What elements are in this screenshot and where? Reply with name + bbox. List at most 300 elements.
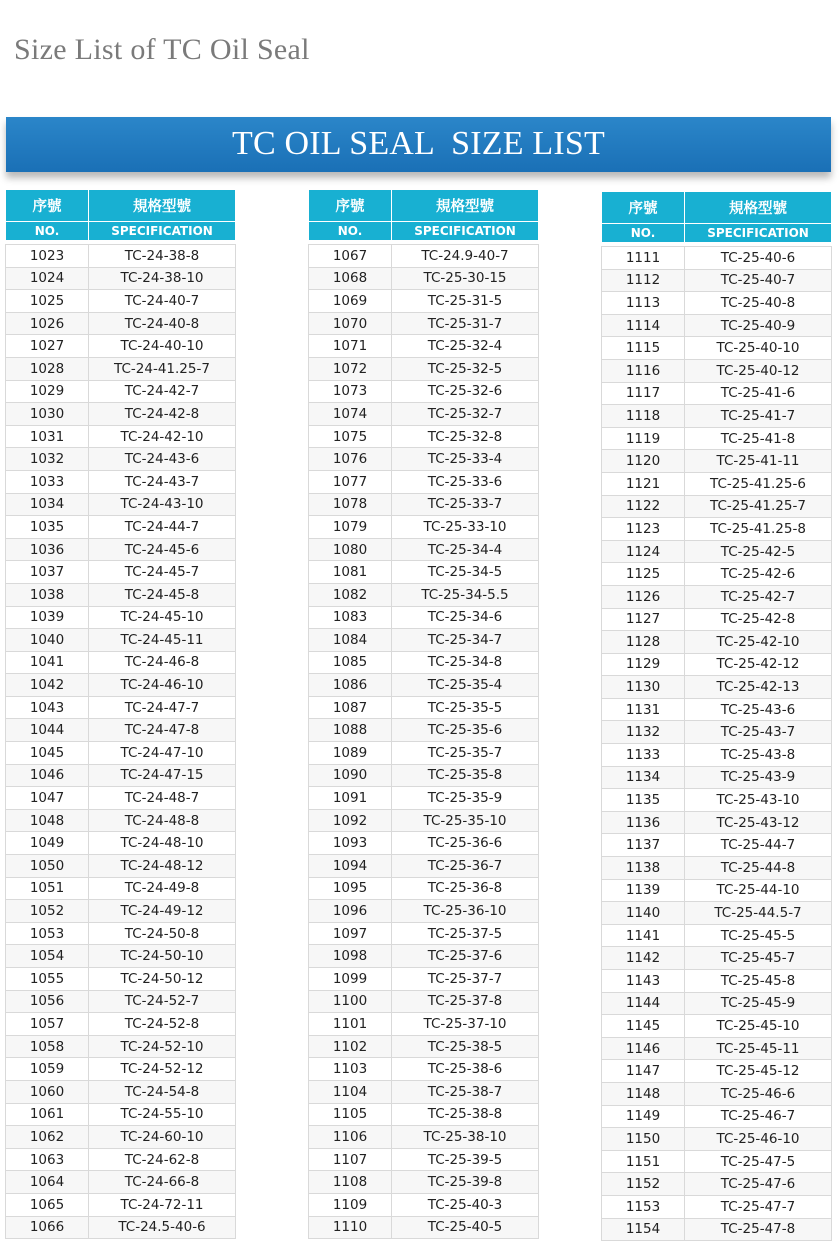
row-specification: TC-25-44.5-7 <box>685 902 832 925</box>
row-number: 1078 <box>309 493 392 516</box>
row-number: 1131 <box>602 698 685 721</box>
row-number: 1053 <box>6 922 89 945</box>
header-no-en: NO. <box>6 222 89 241</box>
table-row <box>602 427 832 450</box>
table-row <box>6 990 236 1013</box>
table-row <box>602 721 832 744</box>
table-row <box>6 696 236 719</box>
row-specification: TC-25-45-12 <box>685 1060 832 1083</box>
table-row <box>6 267 236 290</box>
row-specification: TC-25-42-8 <box>685 608 832 631</box>
table-row <box>6 629 236 652</box>
row-number: 1035 <box>6 516 89 539</box>
row-specification: TC-25-44-7 <box>685 834 832 857</box>
row-number: 1041 <box>6 651 89 674</box>
row-number: 1120 <box>602 450 685 473</box>
row-number: 1054 <box>6 945 89 968</box>
table-row <box>602 382 832 405</box>
row-number: 1151 <box>602 1150 685 1173</box>
table-body <box>602 247 832 1241</box>
row-specification: TC-25-39-5 <box>392 1148 539 1171</box>
row-specification: TC-24-50-8 <box>89 922 236 945</box>
row-number: 1094 <box>309 855 392 878</box>
size-table-1 <box>5 189 236 1239</box>
table-row <box>602 1105 832 1128</box>
row-number: 1095 <box>309 877 392 900</box>
row-number: 1102 <box>309 1035 392 1058</box>
row-number: 1107 <box>309 1148 392 1171</box>
row-number: 1072 <box>309 357 392 380</box>
row-specification: TC-25-31-7 <box>392 312 539 335</box>
table-row <box>6 1013 236 1036</box>
table-row <box>6 1126 236 1149</box>
row-number: 1105 <box>309 1103 392 1126</box>
row-specification: TC-25-47-6 <box>685 1173 832 1196</box>
table-row <box>6 448 236 471</box>
row-number: 1129 <box>602 653 685 676</box>
row-specification: TC-25-34-8 <box>392 651 539 674</box>
row-specification: TC-24-47-8 <box>89 719 236 742</box>
row-number: 1073 <box>309 380 392 403</box>
row-number: 1141 <box>602 924 685 947</box>
header-no-en: NO. <box>602 224 685 243</box>
table-row <box>6 1080 236 1103</box>
row-specification: TC-24-47-10 <box>89 742 236 765</box>
row-specification: TC-25-43-8 <box>685 744 832 767</box>
row-number: 1061 <box>6 1103 89 1126</box>
row-specification: TC-25-38-5 <box>392 1035 539 1058</box>
table-body <box>309 245 539 1239</box>
row-number: 1059 <box>6 1058 89 1081</box>
row-specification: TC-25-43-7 <box>685 721 832 744</box>
table-row <box>309 945 539 968</box>
row-number: 1091 <box>309 787 392 810</box>
row-specification: TC-25-46-7 <box>685 1105 832 1128</box>
row-number: 1057 <box>6 1013 89 1036</box>
table-row <box>309 968 539 991</box>
table-row <box>6 922 236 945</box>
row-specification: TC-25-36-7 <box>392 855 539 878</box>
table-row <box>602 1082 832 1105</box>
row-specification: TC-25-33-7 <box>392 493 539 516</box>
row-number: 1027 <box>6 335 89 358</box>
row-number: 1046 <box>6 764 89 787</box>
row-number: 1142 <box>602 947 685 970</box>
row-specification: TC-25-35-10 <box>392 809 539 832</box>
table-row <box>309 516 539 539</box>
row-specification: TC-25-40-3 <box>392 1193 539 1216</box>
row-specification: TC-24-40-8 <box>89 312 236 335</box>
row-number: 1034 <box>6 493 89 516</box>
table-row <box>6 877 236 900</box>
row-specification: TC-25-32-6 <box>392 380 539 403</box>
row-number: 1093 <box>309 832 392 855</box>
table-row <box>6 809 236 832</box>
table-row <box>309 809 539 832</box>
row-specification: TC-25-40-6 <box>685 247 832 270</box>
row-specification: TC-25-43-9 <box>685 766 832 789</box>
row-number: 1060 <box>6 1080 89 1103</box>
title-banner <box>6 117 831 172</box>
row-number: 1081 <box>309 561 392 584</box>
table-row <box>309 335 539 358</box>
table-row <box>6 1035 236 1058</box>
row-number: 1049 <box>6 832 89 855</box>
table-row <box>6 787 236 810</box>
row-number: 1146 <box>602 1037 685 1060</box>
table-row <box>6 403 236 426</box>
header-no-en: NO. <box>309 222 392 241</box>
row-number: 1029 <box>6 380 89 403</box>
row-specification: TC-24-40-7 <box>89 290 236 313</box>
table-row <box>602 834 832 857</box>
row-number: 1067 <box>309 245 392 268</box>
table-row <box>602 314 832 337</box>
row-specification: TC-25-31-5 <box>392 290 539 313</box>
header-spec-en: SPECIFICATION <box>89 222 236 241</box>
row-number: 1044 <box>6 719 89 742</box>
table-row <box>602 518 832 541</box>
row-number: 1103 <box>309 1058 392 1081</box>
row-specification: TC-25-38-8 <box>392 1103 539 1126</box>
row-number: 1113 <box>602 292 685 315</box>
row-specification: TC-25-45-5 <box>685 924 832 947</box>
row-number: 1114 <box>602 314 685 337</box>
size-table-2 <box>308 189 539 1239</box>
table-row <box>6 538 236 561</box>
row-specification: TC-25-35-5 <box>392 696 539 719</box>
row-specification: TC-25-35-9 <box>392 787 539 810</box>
table-row <box>6 1058 236 1081</box>
row-number: 1110 <box>309 1216 392 1239</box>
row-specification: TC-25-41.25-6 <box>685 472 832 495</box>
table-row <box>309 245 539 268</box>
row-specification: TC-25-36-10 <box>392 900 539 923</box>
table-row <box>602 811 832 834</box>
header-spec-en: SPECIFICATION <box>392 222 539 241</box>
row-specification: TC-25-36-8 <box>392 877 539 900</box>
row-number: 1132 <box>602 721 685 744</box>
row-specification: TC-24.5-40-6 <box>89 1216 236 1239</box>
table-row <box>309 877 539 900</box>
table-row <box>602 879 832 902</box>
table-row <box>309 832 539 855</box>
row-number: 1137 <box>602 834 685 857</box>
table-row <box>6 855 236 878</box>
row-specification: TC-25-42-13 <box>685 676 832 699</box>
row-specification: TC-24-43-6 <box>89 448 236 471</box>
row-number: 1149 <box>602 1105 685 1128</box>
row-specification: TC-25-35-8 <box>392 764 539 787</box>
row-number: 1104 <box>309 1080 392 1103</box>
header-spec-cn: 規格型號 <box>89 190 236 222</box>
table-row <box>6 516 236 539</box>
row-number: 1098 <box>309 945 392 968</box>
row-specification: TC-25-35-4 <box>392 674 539 697</box>
row-number: 1028 <box>6 357 89 380</box>
table-row <box>602 292 832 315</box>
row-specification: TC-25-30-15 <box>392 267 539 290</box>
row-specification: TC-25-45-10 <box>685 1015 832 1038</box>
table-row <box>602 970 832 993</box>
row-specification: TC-25-41-8 <box>685 427 832 450</box>
header-no-cn: 序號 <box>309 190 392 222</box>
row-number: 1087 <box>309 696 392 719</box>
row-number: 1152 <box>602 1173 685 1196</box>
header-no-cn: 序號 <box>6 190 89 222</box>
table-row <box>309 787 539 810</box>
row-specification: TC-24-52-12 <box>89 1058 236 1081</box>
table-row <box>602 540 832 563</box>
table-row <box>6 425 236 448</box>
row-specification: TC-24-40-10 <box>89 335 236 358</box>
row-number: 1083 <box>309 606 392 629</box>
row-specification: TC-25-47-7 <box>685 1195 832 1218</box>
row-specification: TC-24-49-8 <box>89 877 236 900</box>
row-specification: TC-25-41-6 <box>685 382 832 405</box>
table-row <box>602 1150 832 1173</box>
header-spec-cn: 規格型號 <box>392 190 539 222</box>
table-row <box>6 832 236 855</box>
row-specification: TC-25-40-8 <box>685 292 832 315</box>
row-number: 1111 <box>602 247 685 270</box>
row-specification: TC-24-50-12 <box>89 968 236 991</box>
row-number: 1140 <box>602 902 685 925</box>
row-number: 1050 <box>6 855 89 878</box>
table-row <box>6 1171 236 1194</box>
row-number: 1043 <box>6 696 89 719</box>
row-number: 1127 <box>602 608 685 631</box>
table-row <box>6 357 236 380</box>
header-spec-cn: 規格型號 <box>685 192 832 224</box>
row-specification: TC-24-45-10 <box>89 606 236 629</box>
row-number: 1075 <box>309 425 392 448</box>
table-row <box>602 495 832 518</box>
row-specification: TC-24-42-10 <box>89 425 236 448</box>
row-number: 1130 <box>602 676 685 699</box>
row-number: 1025 <box>6 290 89 313</box>
row-number: 1074 <box>309 403 392 426</box>
table-row <box>309 855 539 878</box>
row-specification: TC-25-45-9 <box>685 992 832 1015</box>
row-specification: TC-24-44-7 <box>89 516 236 539</box>
table-row <box>309 312 539 335</box>
row-number: 1065 <box>6 1193 89 1216</box>
table-row <box>309 267 539 290</box>
table-row <box>309 1216 539 1239</box>
row-specification: TC-25-39-8 <box>392 1171 539 1194</box>
row-specification: TC-25-47-5 <box>685 1150 832 1173</box>
row-number: 1135 <box>602 789 685 812</box>
row-number: 1080 <box>309 538 392 561</box>
table-row <box>6 945 236 968</box>
row-specification: TC-25-40-12 <box>685 359 832 382</box>
row-specification: TC-25-43-6 <box>685 698 832 721</box>
row-specification: TC-25-37-5 <box>392 922 539 945</box>
table-row <box>6 380 236 403</box>
row-specification: TC-24-41.25-7 <box>89 357 236 380</box>
row-specification: TC-24-47-15 <box>89 764 236 787</box>
row-specification: TC-24-48-8 <box>89 809 236 832</box>
row-specification: TC-24-52-10 <box>89 1035 236 1058</box>
table-row <box>602 1195 832 1218</box>
row-specification: TC-25-34-5 <box>392 561 539 584</box>
table-row <box>602 857 832 880</box>
row-specification: TC-24-49-12 <box>89 900 236 923</box>
table-row <box>6 1193 236 1216</box>
row-number: 1071 <box>309 335 392 358</box>
table-row <box>6 606 236 629</box>
table-row <box>309 1058 539 1081</box>
row-specification: TC-24-60-10 <box>89 1126 236 1149</box>
row-number: 1134 <box>602 766 685 789</box>
banner-title: TC OIL SEAL SIZE LIST <box>231 125 605 162</box>
row-specification: TC-25-32-5 <box>392 357 539 380</box>
row-number: 1144 <box>602 992 685 1015</box>
row-number: 1033 <box>6 470 89 493</box>
row-number: 1125 <box>602 563 685 586</box>
row-number: 1076 <box>309 448 392 471</box>
row-number: 1115 <box>602 337 685 360</box>
row-specification: TC-25-43-10 <box>685 789 832 812</box>
table-row <box>602 744 832 767</box>
row-number: 1032 <box>6 448 89 471</box>
table-row <box>309 629 539 652</box>
row-number: 1099 <box>309 968 392 991</box>
row-specification: TC-25-38-10 <box>392 1126 539 1149</box>
table-row <box>309 403 539 426</box>
row-specification: TC-24-46-8 <box>89 651 236 674</box>
row-specification: TC-24-48-12 <box>89 855 236 878</box>
table-row <box>309 1148 539 1171</box>
row-number: 1133 <box>602 744 685 767</box>
row-number: 1056 <box>6 990 89 1013</box>
table-row <box>6 764 236 787</box>
row-specification: TC-24-52-7 <box>89 990 236 1013</box>
row-number: 1124 <box>602 540 685 563</box>
table-row <box>309 470 539 493</box>
row-number: 1145 <box>602 1015 685 1038</box>
row-number: 1122 <box>602 495 685 518</box>
row-number: 1154 <box>602 1218 685 1241</box>
row-specification: TC-25-45-8 <box>685 970 832 993</box>
row-specification: TC-24-45-8 <box>89 583 236 606</box>
table-row <box>309 1193 539 1216</box>
table-row <box>6 674 236 697</box>
row-number: 1101 <box>309 1013 392 1036</box>
table-row <box>309 922 539 945</box>
row-number: 1064 <box>6 1171 89 1194</box>
row-number: 1079 <box>309 516 392 539</box>
table-row <box>602 269 832 292</box>
table-row <box>602 924 832 947</box>
row-number: 1042 <box>6 674 89 697</box>
row-number: 1090 <box>309 764 392 787</box>
row-number: 1092 <box>309 809 392 832</box>
row-specification: TC-25-45-7 <box>685 947 832 970</box>
table-row <box>602 698 832 721</box>
row-number: 1030 <box>6 403 89 426</box>
table-row <box>6 1148 236 1171</box>
row-specification: TC-24-38-10 <box>89 267 236 290</box>
row-number: 1117 <box>602 382 685 405</box>
table-row <box>6 719 236 742</box>
table-row <box>602 472 832 495</box>
row-number: 1037 <box>6 561 89 584</box>
table-row <box>309 290 539 313</box>
table-row <box>602 653 832 676</box>
row-number: 1084 <box>309 629 392 652</box>
row-specification: TC-25-40-10 <box>685 337 832 360</box>
table-row <box>6 651 236 674</box>
row-specification: TC-24-48-10 <box>89 832 236 855</box>
row-specification: TC-25-37-6 <box>392 945 539 968</box>
row-number: 1026 <box>6 312 89 335</box>
table-row <box>6 583 236 606</box>
row-specification: TC-25-43-12 <box>685 811 832 834</box>
row-specification: TC-25-42-5 <box>685 540 832 563</box>
table-row <box>602 676 832 699</box>
table-row <box>309 1035 539 1058</box>
row-number: 1052 <box>6 900 89 923</box>
table-row <box>309 357 539 380</box>
row-specification: TC-25-34-4 <box>392 538 539 561</box>
row-specification: TC-25-34-6 <box>392 606 539 629</box>
row-specification: TC-24-54-8 <box>89 1080 236 1103</box>
row-specification: TC-25-37-10 <box>392 1013 539 1036</box>
row-specification: TC-25-41-7 <box>685 405 832 428</box>
row-number: 1024 <box>6 267 89 290</box>
table-row <box>309 990 539 1013</box>
row-specification: TC-25-44-10 <box>685 879 832 902</box>
row-specification: TC-25-32-4 <box>392 335 539 358</box>
table-row <box>602 1218 832 1241</box>
table-row <box>309 1126 539 1149</box>
table-row <box>6 335 236 358</box>
size-table-3 <box>601 191 832 1241</box>
table-row <box>6 470 236 493</box>
table-row <box>309 696 539 719</box>
row-number: 1085 <box>309 651 392 674</box>
row-specification: TC-25-41.25-7 <box>685 495 832 518</box>
table-row <box>309 764 539 787</box>
table-row <box>309 1103 539 1126</box>
row-number: 1077 <box>309 470 392 493</box>
table-row <box>602 1173 832 1196</box>
row-number: 1039 <box>6 606 89 629</box>
table-row <box>602 947 832 970</box>
table-row <box>309 606 539 629</box>
table-row <box>309 538 539 561</box>
row-number: 1153 <box>602 1195 685 1218</box>
row-specification: TC-25-35-6 <box>392 719 539 742</box>
table-row <box>602 631 832 654</box>
row-specification: TC-25-34-7 <box>392 629 539 652</box>
row-specification: TC-24-45-7 <box>89 561 236 584</box>
row-number: 1062 <box>6 1126 89 1149</box>
row-specification: TC-25-38-6 <box>392 1058 539 1081</box>
row-number: 1126 <box>602 585 685 608</box>
row-number: 1089 <box>309 742 392 765</box>
table-row <box>602 992 832 1015</box>
row-specification: TC-25-42-6 <box>685 563 832 586</box>
table-row <box>6 312 236 335</box>
table-row <box>602 247 832 270</box>
table-body <box>6 245 236 1239</box>
row-specification: TC-25-47-8 <box>685 1218 832 1241</box>
table-row <box>602 359 832 382</box>
row-specification: TC-25-32-7 <box>392 403 539 426</box>
